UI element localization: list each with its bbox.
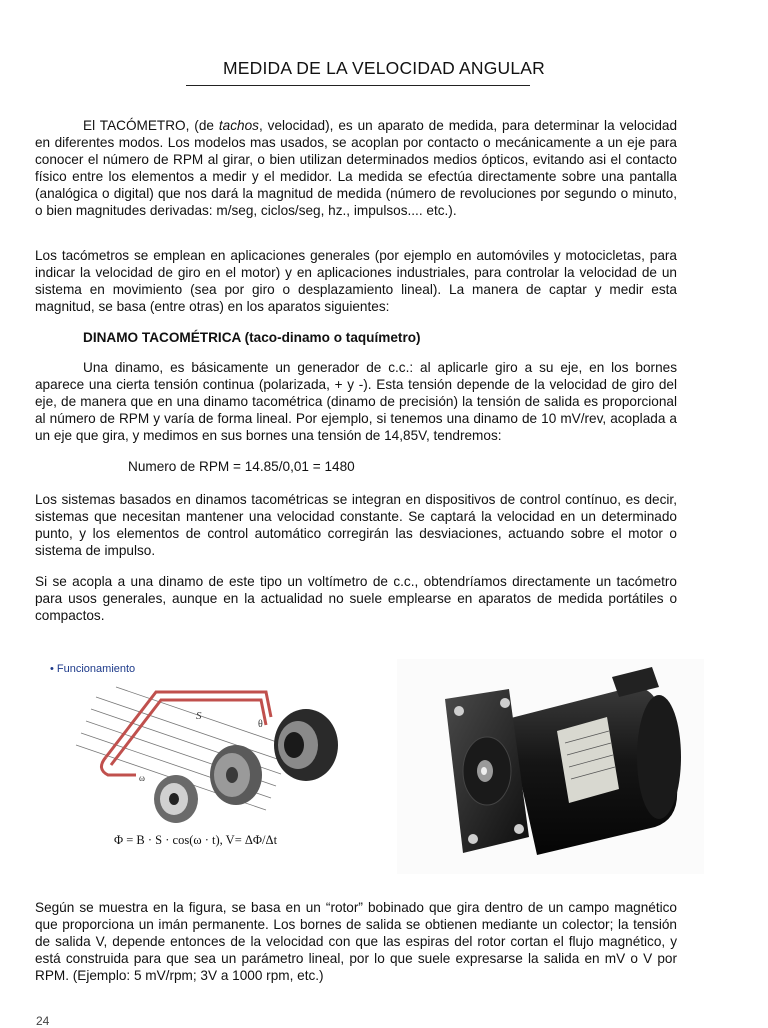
paragraph-intro-text-b: , velocidad), es un aparato de medida, para determinar la velocidad en diferentes modos. Los modelos mas usados, se acoplan por contacto o mecánicamente a un eje para conocer el número de RPM al girar, o bien utilizan determinados medios ópticos, evitando asi el contacto físico entre los elementos a medir y el medidor. La medida se efectúa directamente sobre una pantalla (analógica o digital) que nos dará la magnitud de medida (número de revoluciones por segundo o minuto, o bien magnitudes derivadas: m/seg, ciclos/seg, hz., impulsos.... etc.). bbox=[35, 118, 678, 218]
stator-housing bbox=[274, 709, 338, 781]
paragraph-rotor: Según se muestra en la figura, se basa en un “rotor” bobinado que gira dentro de un campo magnético que proporciona un imán permanente. Los bornes de salida se obtienen mediante un colector; la tensión de salida V, depende entonces de la velocidad con que las espiras del rotor cortan el flujo magnético, y está construida para que sea un parámetro lineal, por lo que suele expresarse la salida en mV o V por RPM. (Ejemplo: 5 mV/rpm; 3V a 1000 rpm, etc.) bbox=[35, 900, 677, 983]
paragraph-intro-text-a: El TACÓMETRO, (de bbox=[83, 118, 219, 133]
svg-text:ω: ω bbox=[139, 773, 145, 783]
tachogenerator-photo bbox=[397, 659, 704, 874]
page-title: MEDIDA DE LA VELOCIDAD ANGULAR bbox=[222, 58, 546, 78]
paragraph-intro bbox=[35, 117, 677, 219]
title-underline bbox=[186, 85, 530, 86]
paragraph-intro-emphasis: tachos bbox=[218, 118, 259, 133]
diagram-label: • Funcionamiento bbox=[50, 663, 136, 675]
svg-text:S: S bbox=[196, 710, 202, 722]
section-heading: DINAMO TACOMÉTRICA (taco-dinamo o taquímetro) bbox=[83, 330, 421, 345]
paragraph-dinamo: Una dinamo, es básicamente un generador de c.c.: al aplicarle giro a su eje, en los bornes aparece una cierta tensión continua (polarizada, + y -). Esta tensión depende de la velocidad de giro del eje, de manera que en una dinamo tacométrica (dinamo de precisión) la tensión de salida es proporcional al número de RPM y varía de forma lineal. Por ejemplo, si tenemos una dinamo de 10 mV/rev, acoplada a un eje que gira, y medimos en sus bornes una tensión de 14,85V, tendremos: bbox=[35, 360, 677, 443]
dynamo-diagram-figure bbox=[36, 657, 356, 869]
paragraph-applications: Los tacómetros se emplean en aplicaciones generales (por ejemplo en automóviles y motocicletas, para indicar la velocidad de giro en el motor) y en aplicaciones industriales, para controlar la velocidad de un sistema en movimiento (sea por giro o desplazamiento lineal). La manera de captar y medir esta magnitud, se basa (entre otras) en los aparatos siguientes: bbox=[35, 248, 677, 314]
svg-text:θ: θ bbox=[258, 719, 263, 730]
paragraph-systems: Los sistemas basados en dinamos tacométricas se integran en dispositivos de control contínuo, es decir, sistemas que necesitan mantener una velocidad constante. Se captará la velocidad en un determinado punto, y los elementos de control automático corregirán las desviaciones, actuando sobre el motor o sistema de impulso. bbox=[35, 492, 677, 558]
rotor-armature bbox=[210, 745, 262, 805]
flux-formula: Φ = B · S · cos(ω · t), V= ΔΦ/Δt bbox=[114, 833, 278, 847]
mounting-flange bbox=[445, 689, 529, 853]
commutator-disc bbox=[154, 775, 198, 823]
tachogenerator-photo-illustration bbox=[397, 659, 704, 874]
page-number: 24 bbox=[36, 1014, 50, 1028]
paragraph-voltimetro: Si se acopla a una dinamo de este tipo un voltímetro de c.c., obtendríamos directamente un tacómetro para usos generales, aunque en la actualidad no suele emplearse en aparatos de medida portátiles o compactos. bbox=[35, 574, 677, 623]
rpm-formula: Numero de RPM = 14.85/0,01 = 1480 bbox=[128, 459, 355, 474]
